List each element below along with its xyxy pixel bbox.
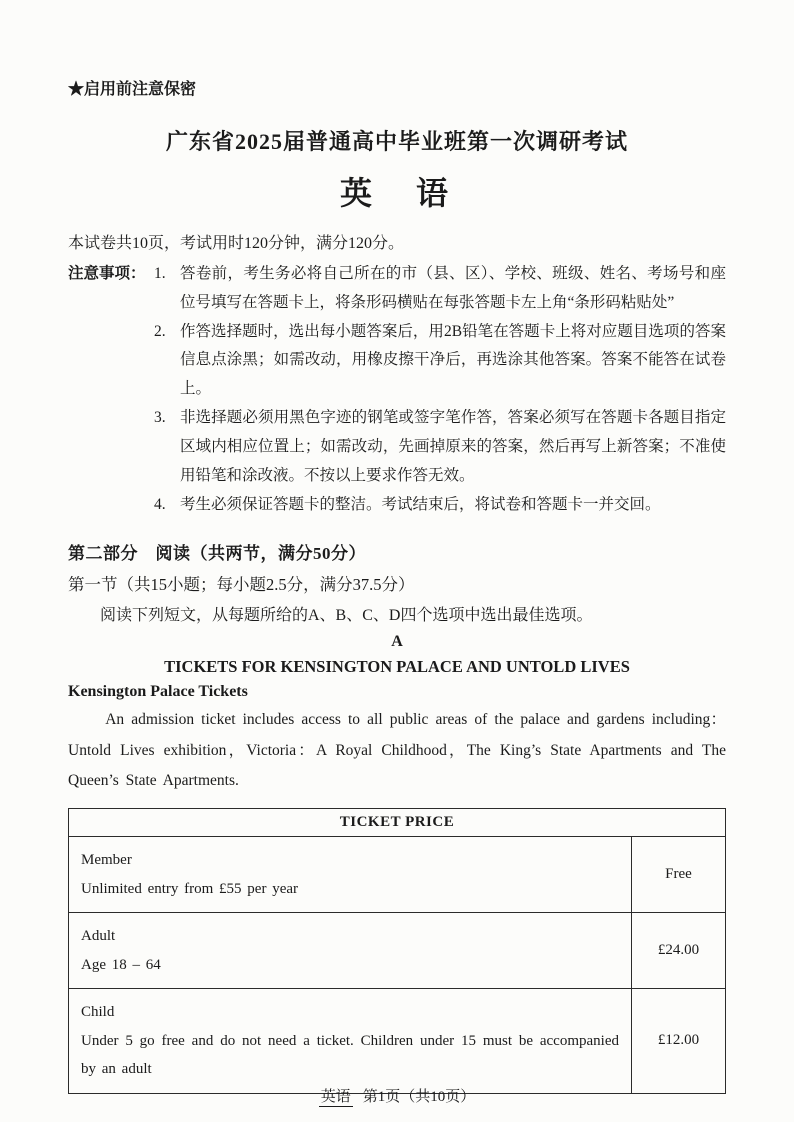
exam-title: 广东省2025届普通高中毕业班第一次调研考试 (165, 129, 628, 154)
security-notice: ★启用前注意保密 (68, 81, 197, 98)
notice-label: 注意事项： (68, 265, 146, 282)
row-detail: Unlimited entry from £55 per year (81, 880, 299, 897)
notice-item-4 (154, 491, 726, 520)
row-title: Member (81, 852, 132, 869)
notice-text: 答卷前，考生务必将自己所在的市（县、区）、学校、班级、姓名、考场号和座位号填写在答题卡上，将条形码横贴在每张答题卡左上角“条形码粘贴处” (180, 265, 726, 311)
table-row-adult (69, 913, 726, 989)
table-row-child (69, 989, 726, 1094)
row-title: Adult (81, 928, 116, 945)
table-row-member (69, 837, 726, 913)
passage-subtitle: Kensington Palace Tickets (68, 683, 248, 701)
member-desc-cell (69, 837, 632, 913)
row-detail: Age 18 – 64 (81, 956, 161, 973)
section-instruction: 阅读下列短文，从每题所给的A、B、C、D四个选项中选出最佳选项。 (100, 607, 593, 625)
row-title: Child (81, 1004, 115, 1021)
child-price-cell: £12.00 (632, 989, 726, 1094)
adult-desc-cell (69, 913, 632, 989)
notice-number: 4. (154, 495, 166, 513)
subject-title: 英 语 (339, 175, 454, 211)
exam-notices (68, 260, 726, 519)
part-heading: 第二部分 阅读（共两节，满分50分） (68, 544, 366, 564)
notice-text: 非选择题必须用黑色字迹的钢笔或签字笔作答，答案必须写在答题卡各题目指定区域内相应位置上；如需改动，先画掉原来的答案，然后再写上新答案；不准使用铅笔和涂改液。不按以上要求作答无效。 (180, 409, 726, 484)
notice-item-2 (154, 318, 726, 404)
notice-items (154, 260, 726, 519)
table-header: TICKET PRICE (69, 809, 726, 837)
notice-item-1 (154, 260, 726, 318)
row-detail: Under 5 go free and do not need a ticket. Children under 15 must be accompanied by an adult (81, 1032, 619, 1078)
notice-text: 考生必须保证答题卡的整洁。考试结束后，将试卷和答题卡一并交回。 (180, 495, 661, 513)
ticket-price-table (68, 808, 726, 1094)
passage-title: TICKETS FOR KENSINGTON PALACE AND UNTOLD LIVES (164, 657, 630, 677)
subsection-heading: 第一节（共15小题；每小题2.5分，满分37.5分） (68, 575, 415, 595)
notice-number: 2. (154, 322, 166, 340)
notice-item-3 (154, 404, 726, 490)
passage-text: An admission ticket includes access to all public areas of the palace and gardens including：Untold Lives exhibition，Victoria：A Royal Childhood，The King’s State Apartments and The Queen’s State Apartments. (68, 711, 726, 789)
adult-price-cell: £24.00 (632, 913, 726, 989)
notice-text: 作答选择题时，选出每小题答案后，用2B铅笔在答题卡上将对应题目选项的答案信息点涂黑；如需改动，用橡皮擦干净后，再选涂其他答案。答案不能答在试卷上。 (180, 322, 726, 398)
passage-label: A (391, 633, 403, 651)
paper-info: 本试卷共10页，考试用时120分钟，满分120分。 (68, 235, 405, 252)
notice-number: 1. (154, 265, 166, 282)
child-desc-cell (69, 989, 632, 1094)
member-price-cell: Free (632, 837, 726, 913)
notice-number: 3. (154, 409, 166, 427)
footer-subject: 英语 (320, 1089, 351, 1105)
page-footer (0, 1085, 794, 1106)
table-header-row (69, 809, 726, 837)
footer-page-number: 第1页（共10页） (362, 1089, 476, 1105)
